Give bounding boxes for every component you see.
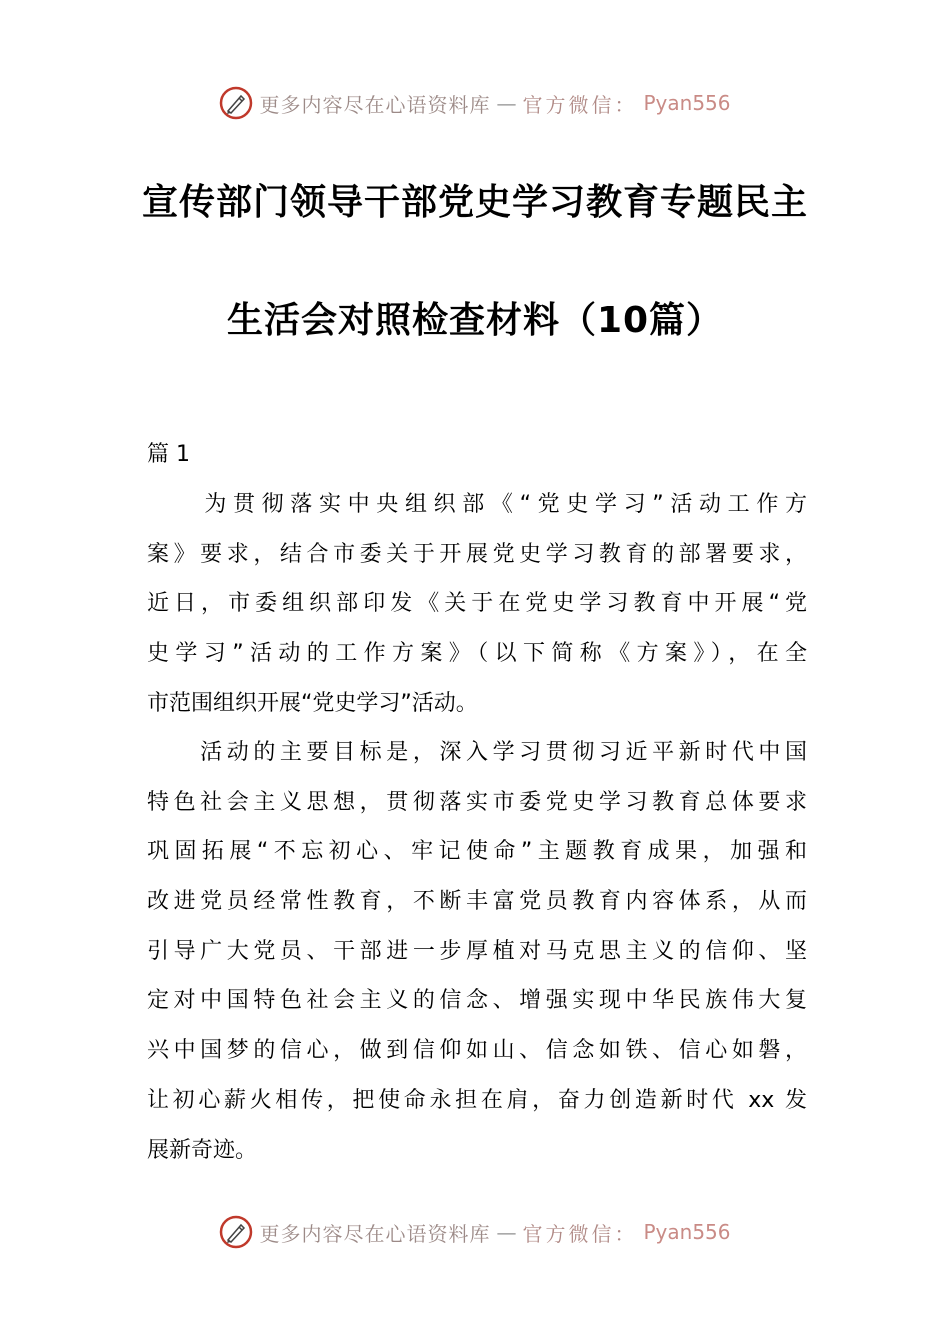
pen-logo-icon <box>219 86 253 120</box>
watermark-text: 更多内容尽在心语资料库 <box>259 92 491 117</box>
paragraph-2 <box>147 728 807 1175</box>
paragraph-line: 让初心薪火相传，把使命永担在肩，奋力创造新时代 xx 发 <box>147 1087 807 1113</box>
paragraph-line: 案》要求，结合市委关于开展党史学习教育的部署要求， <box>147 541 807 567</box>
paragraph-line: 史学习”活动的工作方案》（以下简称《方案》），在全 <box>147 641 807 667</box>
document-title-line-1: 宣传部门领导干部党史学习教育专题民主 <box>141 182 808 223</box>
watermark-separator: — <box>496 1220 517 1244</box>
watermark-wechat-id: Pyan556 <box>643 91 731 115</box>
paragraph-line: 市范围组织开展“党史学习”活动。 <box>147 690 478 716</box>
paragraph-line: 为贯彻落实中央组织部《“党史学习”活动工作方 <box>147 492 807 517</box>
watermark-wechat-label: 官方微信： <box>522 1221 638 1246</box>
paragraph-line: 近日，市委组织部印发《关于在党史学习教育中开展“党 <box>147 591 807 617</box>
watermark-wechat-label: 官方微信： <box>522 92 638 117</box>
watermark-text: 更多内容尽在心语资料库 <box>259 1221 491 1246</box>
watermark-separator: — <box>496 91 517 115</box>
paragraph-line: 特色社会主义思想，贯彻落实市委党史学习教育总体要求 <box>147 789 807 815</box>
watermark-bottom <box>0 1212 950 1252</box>
paragraph-line: 活动的主要目标是，深入学习贯彻习近平新时代中国 <box>147 740 807 765</box>
paragraph-line: 定对中国特色社会主义的信念、增强实现中华民族伟大复 <box>147 988 807 1014</box>
section-label: 篇 1 <box>147 442 190 467</box>
paragraph-line: 引导广大党员、干部进一步厚植对马克思主义的信仰、坚 <box>147 938 807 964</box>
paragraph-line: 兴中国梦的信心，做到信仰如山、信念如铁、信心如磐， <box>147 1038 807 1064</box>
document-title-line-2: 生活会对照检查材料（10篇） <box>226 300 724 341</box>
paragraph-line: 改进党员经常性教育，不断丰富党员教育内容体系，从而 <box>147 889 807 915</box>
watermark-top <box>0 83 950 123</box>
pen-logo-icon <box>219 1215 253 1249</box>
watermark-wechat-id: Pyan556 <box>643 1220 731 1244</box>
paragraph-1 <box>147 480 807 728</box>
paragraph-line: 巩固拓展“不忘初心、牢记使命”主题教育成果，加强和 <box>147 839 807 865</box>
paragraph-line: 展新奇迹。 <box>147 1137 258 1163</box>
